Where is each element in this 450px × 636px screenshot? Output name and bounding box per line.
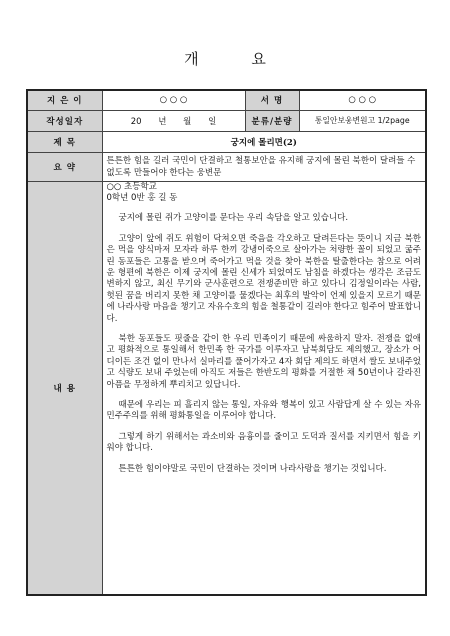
paragraph: 북한 동포들도 핏줄을 같이 한 우리 민족이기 때문에 싸움하지 말자. 전쟁을 없애고 평화적으로 통일해서 한민족 한 국가를 이루자고 남북회담도 제의했고, 장소가 어디이든 조건 없이 만나서 실마리를 풀어가자고 4자 회담 제의도 하면서 쌀도 보내주었고 식량도 보내 주었는데 아직도 저들은 한반도의 평화를 거절한 채 50년이나 갈라진 아픔을 무정하게 뿌리치고 있답니다. <box>106 333 421 390</box>
paragraph: 때문에 우리는 피 흘리지 않는 통일, 자유와 행복이 있고 사람답게 살 수 있는 자유 민주주의를 위해 평화통일을 이루어야 합니다. <box>106 400 421 422</box>
content-row <box>27 181 426 595</box>
writer-value: ○ ○ ○ <box>102 90 245 110</box>
document-title: 궁지에 몰리면(2) <box>102 131 426 152</box>
date-label: 작성일자 <box>27 110 102 131</box>
paragraph: 고양이 앞에 쥐도 위험이 닥쳐오면 죽음을 각오하고 달려든다는 뜻이니 지금 북한은 먹을 양식마저 모자라 하루 한끼 강냉이죽으로 살아가는 처량한 꼴이 되었고 굶주린 동포들은 고통을 받으며 죽어가고 먹을 것을 찾아 북한을 탈출한다는 참으로 어려운 형편에 북한은 이제 궁지에 몰린 신세가 되었여도 남침을 하겠다는 생각은 조금도 변하지 않고, 최신 무기와 군사훈련으로 전쟁준비만 하고 있다니 김정일이라는 사람, 헛된 꿈을 버리지 못한 채 고양이를 물겠다는 최후의 발악이 언제 있을지 모르기 때문에 나라사랑 마음을 챙기고 자유수호의 힘을 철통같이 길러야 한다고 힘주어 발표합니다. <box>106 233 421 324</box>
summary-row <box>27 152 426 181</box>
paragraph: 튼튼한 힘이야말로 국민이 단결하는 것이며 나라사랑을 챙기는 것입니다. <box>118 463 387 474</box>
signature-value: ○ ○ ○ <box>299 90 426 110</box>
school-name: ○○ 초등학교 <box>106 181 157 192</box>
summary-text: 튼튼한 힘을 길러 국민이 단결하고 철통보안을 유지해 궁지에 몰린 북한이 달려들 수 없도록 만들어야 한다는 웅변문 <box>102 152 426 181</box>
summary-label: 요 약 <box>27 152 102 181</box>
title-label: 제 목 <box>27 131 102 152</box>
date-value: 20 년 월 일 <box>102 110 245 131</box>
category-value: 통일안보웅변원고 1/2page <box>299 110 426 131</box>
author-name: 0학년 0반 홍 길 동 <box>106 192 178 203</box>
date-row <box>27 110 426 131</box>
paragraph: 궁지에 몰린 쥐가 고양이를 문다는 우리 속담을 알고 있습니다. <box>118 213 349 224</box>
content-body <box>102 181 426 595</box>
content-label: 내 용 <box>27 181 102 595</box>
writer-label: 지 은 이 <box>27 90 102 110</box>
page-title: 개 요 <box>184 50 290 68</box>
writer-row <box>27 90 426 110</box>
category-label: 분류/분량 <box>245 110 299 131</box>
title-row <box>27 131 426 152</box>
paragraph: 그렇게 하기 위해서는 과소비와 음흉이를 줄이고 도덕과 질서를 지키면서 힘을 키워야 합니다. <box>106 431 421 454</box>
document-form <box>26 89 427 596</box>
signature-label: 서 명 <box>245 90 299 110</box>
